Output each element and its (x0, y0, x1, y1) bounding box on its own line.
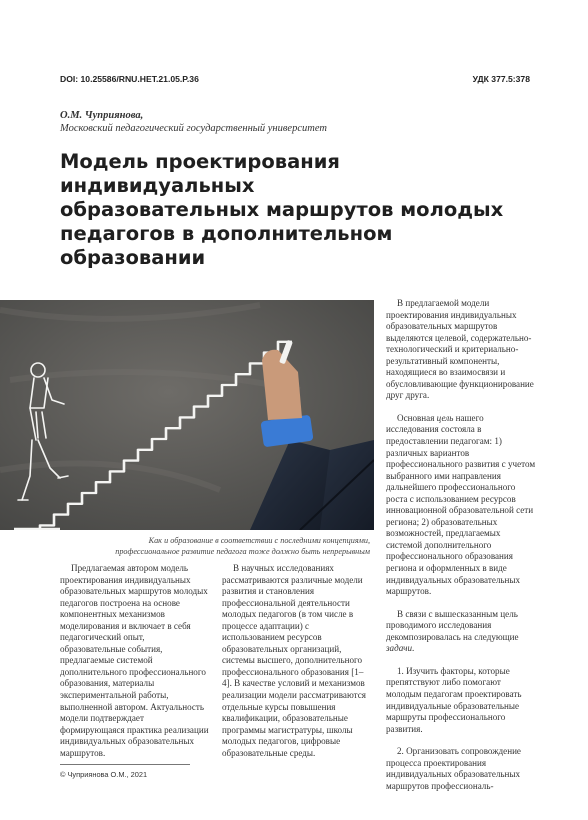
emphasis: задачи (386, 643, 413, 654)
article-title (60, 150, 540, 270)
author-affiliation: Московский педагогический государственный университет (60, 123, 327, 134)
paragraph: В научных исследованиях рассматриваются различные модели развития и становления профессиональной деятельности молодых педагогов (в том числе в процессе адаптации) с использованием ресурсов образовательных организаций, системы высшего, дополнительного профессионального образования [1–4]. В качестве условий и механизмов реализации модели рассматриваются отдельные курсы повышения квалификации, образовательные программы магистратуры, школы молодых педагогов, цифровые образовательные среды. (222, 563, 366, 758)
paragraph: 1. Изучить факторы, которые препятствуют либо помогают молодым педагогам проектировать индивидуальные образовательные маршруты профессионального развития. (386, 665, 522, 734)
paragraph (386, 609, 536, 655)
paragraph: 2. Организовать сопровождение процесса проектирования индивидуальных образовательных маршрутов профессиональ- (386, 746, 521, 791)
article-photo (0, 300, 374, 530)
text-column-3 (386, 298, 536, 792)
text-run: . (412, 643, 415, 654)
title-line: образовательных маршрутов молодых (60, 198, 504, 221)
udk-code: УДК 377.5:378 (472, 74, 530, 84)
title-line: Модель проектирования индивидуальных (60, 150, 340, 197)
paragraph (386, 413, 536, 598)
figure-caption (58, 535, 370, 557)
footnote-divider (60, 764, 190, 765)
text-run: Основная (397, 412, 437, 423)
text-run: нашего исследования состояла в предоставлении педагогам: 1) различных вариантов профессионального развития с учетом выбранного ими направления дальнейшего профессионального роста с использованием ресурсов инновационной образовательной сети региона; 2) образовательных возможностей, предлагаемых системой дополнительного профессионального образования региона и оформленных в виде индивидуальных образовательных маршрутов. (386, 412, 536, 597)
text-run: В связи с вышесказанным цель проводимого исследования декомпозировалась на следующие (386, 608, 519, 642)
emphasis: цель (436, 412, 454, 423)
paragraph: В предлагаемой модели проектирования индивидуальных образовательных маршрутов выделяются целевой, содержательно-технологический и критериально-результативный компоненты, находящиеся во взаимосвязи и обусловливающие функционирование друг друга. (386, 298, 534, 401)
copyright-notice: © Чуприянова О.М., 2021 (60, 770, 148, 779)
chalkboard-stairs-illustration (0, 300, 374, 530)
paragraph: Предлагаемая автором модель проектирования индивидуальных образовательных маршрутов молодых педагогов построена на основе компонентных механизмов моделирования и включает в себя педагогический опыт, образовательные события, предлагаемые системой дополнительного профессионального образования, материалы экспериментальной работы, выполненной автором. Актуальность модели подтверждает формирующаяся практика реализации индивидуальных образовательных маршрутов. (60, 563, 209, 758)
author-name: О.М. Чуприянова, (60, 110, 144, 121)
caption-line: Как и образование в соответствии с последними концепциями, (148, 536, 370, 545)
text-column-1 (60, 563, 210, 759)
text-column-2 (222, 563, 373, 759)
caption-line: профессиональное развитие педагога тоже должно быть непрерывным (115, 547, 370, 556)
doi-text: DOI: 10.25586/RNU.HET.21.05.P.36 (60, 74, 199, 84)
title-line: педагогов в дополнительном образовании (60, 222, 393, 269)
